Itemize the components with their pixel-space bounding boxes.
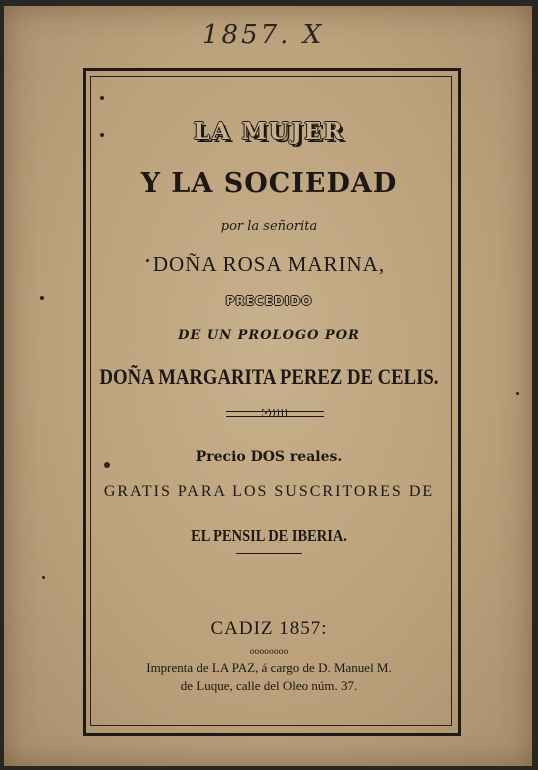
prologue-label: DE UN PROLOGO POR bbox=[178, 328, 360, 343]
place-date: CADIZ 1857: bbox=[210, 618, 328, 639]
ink-speck bbox=[104, 462, 110, 468]
author-name: DOÑA ROSA MARINA, bbox=[152, 252, 386, 276]
price-line: Precio DOS reales. bbox=[195, 449, 343, 465]
free-for-subscribers-line: GRATIS PARA LOS SUSCRITORES DE bbox=[103, 483, 435, 500]
ornament-divider: oooooooo bbox=[249, 647, 289, 656]
byline: por la señorita bbox=[220, 219, 318, 234]
title-line-1: LA MUJER bbox=[193, 118, 345, 145]
ornamental-rule-knot bbox=[262, 409, 288, 417]
ink-speck bbox=[516, 392, 519, 395]
ink-speck bbox=[100, 96, 104, 100]
printer-line-2: de Luque, calle del Oleo núm. 37. bbox=[180, 678, 358, 693]
handwritten-note: 1857. X bbox=[202, 20, 325, 50]
preceded-label: PRECEDIDO bbox=[225, 294, 313, 308]
journal-name: EL PENSIL DE IBERIA. bbox=[191, 526, 347, 545]
journal-underline bbox=[236, 553, 302, 554]
prologist-name: DOÑA MARGARITA PEREZ DE CELIS. bbox=[99, 364, 439, 389]
title-line-2: Y LA SOCIEDAD bbox=[140, 168, 398, 199]
printer-line-1: Imprenta de LA PAZ, á cargo de D. Manuel M. bbox=[146, 660, 392, 675]
ink-speck bbox=[146, 259, 149, 262]
ink-speck bbox=[100, 133, 104, 137]
ink-speck bbox=[40, 296, 44, 300]
ink-speck bbox=[42, 576, 45, 579]
